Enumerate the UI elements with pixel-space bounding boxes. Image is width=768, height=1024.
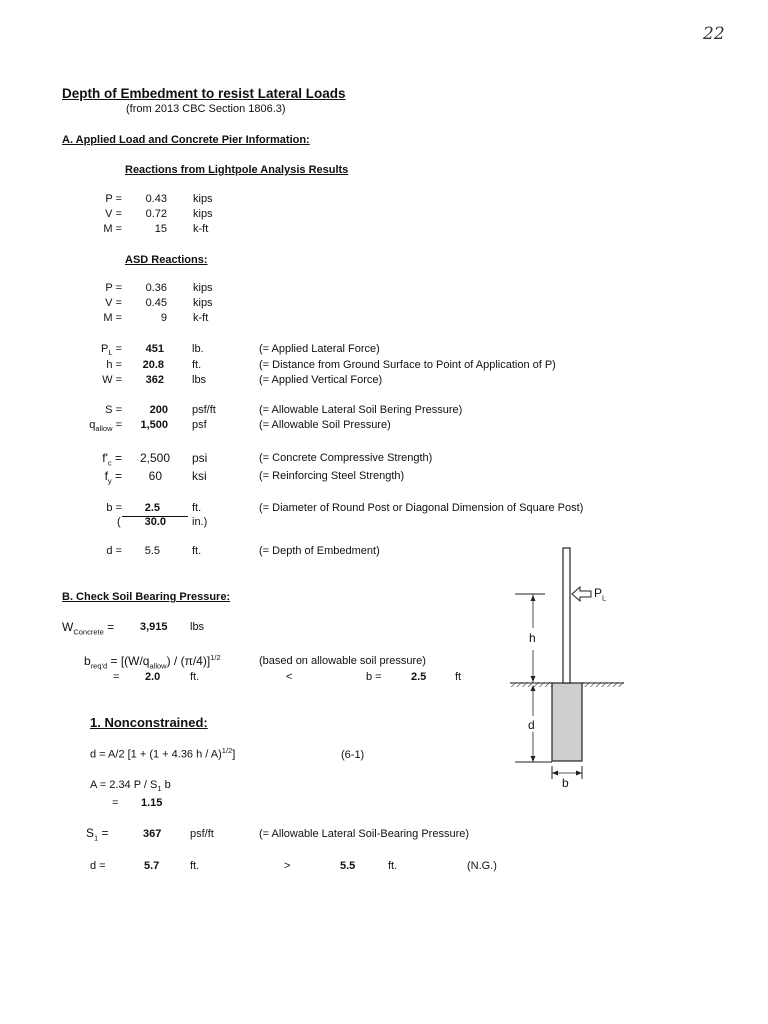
dres-unit: ft.: [190, 860, 200, 872]
reaction-v-value: 0.72: [145, 208, 167, 220]
asd-m-value: 9: [160, 312, 167, 324]
asd-m-label: M =: [103, 312, 122, 324]
fy-label: $f_y$ =: [104, 469, 122, 486]
w-desc: (= Applied Vertical Force): [259, 374, 383, 386]
diagram-pl-label: $P_L$: [594, 586, 607, 603]
qallow-value: 1,500: [140, 419, 168, 431]
breqd-formula: $b_{req'd} = [(W/q_{allow}) / (\pi/4)]^{1/2}$: [84, 653, 221, 671]
h-desc: (= Distance from Ground Surface to Point of Application of P): [259, 359, 556, 371]
s-label: S =: [105, 404, 122, 416]
w-label: W =: [102, 374, 122, 386]
fc-value: 2,500: [139, 451, 170, 465]
s-desc: (= Allowable Lateral Soil Bering Pressure): [259, 404, 463, 416]
wconc-label: $W_{Concrete}$ =: [62, 620, 115, 637]
diagram-h-label: h: [529, 631, 536, 645]
fc-unit: psi: [192, 451, 208, 465]
pl-label: $P_L$ =: [101, 343, 122, 358]
asd-v-unit: kips: [193, 297, 213, 309]
w-unit: lbs: [192, 374, 207, 386]
breqd-b-value: 2.5: [411, 671, 427, 683]
breqd-compare: <: [286, 671, 293, 683]
reaction-m-value: 15: [154, 223, 167, 235]
asd-v-label: V =: [105, 297, 122, 309]
qallow-desc: (= Allowable Soil Pressure): [259, 419, 391, 431]
asd-m-unit: k-ft: [193, 312, 209, 324]
asd-heading: ASD Reactions:: [125, 254, 208, 266]
reaction-m-unit: k-ft: [193, 223, 209, 235]
wconc-unit: lbs: [190, 621, 205, 633]
h-arrow-bottom: [531, 676, 536, 682]
b-inch-value: 30.0: [144, 516, 166, 528]
w-value: 362: [145, 374, 164, 386]
s-value: 200: [149, 404, 168, 416]
s1-desc: (= Allowable Lateral Soil-Bearing Pressure): [259, 828, 470, 840]
breqd-unit: ft.: [190, 671, 200, 683]
eq-6-1: d = A/2 [1 + (1 + 4.36 h / A)$^{1/2}$]: [90, 746, 236, 761]
breqd-value: 2.0: [145, 671, 161, 683]
asd-v-value: 0.45: [145, 297, 167, 309]
section-a-heading: A. Applied Load and Concrete Pier Information:: [62, 134, 310, 146]
a-value: 1.15: [141, 797, 163, 809]
s1-unit: psf/ft: [190, 828, 214, 840]
dres-unit2: ft.: [388, 860, 398, 872]
s-unit: psf/ft: [192, 404, 216, 416]
reaction-v-unit: kips: [193, 208, 213, 220]
a-formula: A = 2.34 P / $S_1$ b: [90, 779, 171, 794]
qallow-label: $q_{allow}$ =: [89, 419, 122, 434]
section-b-heading: B. Check Soil Bearing Pressure:: [62, 591, 231, 603]
s1-label: $S_1$ =: [86, 826, 109, 843]
asd-p-value: 0.36: [145, 282, 167, 294]
lateral-load-arrow: [572, 587, 591, 601]
b-unit: ft.: [192, 502, 202, 514]
dres-label: d =: [90, 860, 106, 872]
eq-6-1-ref: (6-1): [341, 749, 365, 761]
pl-unit: lb.: [192, 343, 204, 355]
fy-desc: (= Reinforcing Steel Strength): [259, 470, 405, 482]
s1-value: 367: [143, 828, 162, 840]
h-unit: ft.: [192, 359, 202, 371]
b-arrow-right: [576, 771, 582, 776]
d-label: d =: [106, 545, 122, 557]
h-label: h =: [106, 359, 122, 371]
light-pole: [563, 548, 570, 683]
fc-desc: (= Concrete Compressive Strength): [259, 452, 433, 464]
b-label: b =: [106, 502, 122, 514]
page-number: 22: [703, 24, 725, 44]
reaction-m-label: M =: [103, 223, 122, 235]
h-value: 20.8: [142, 359, 164, 371]
fy-value: 60: [148, 469, 162, 483]
reactions-heading: Reactions from Lightpole Analysis Results: [125, 164, 349, 176]
page-title: Depth of Embedment to resist Lateral Loads: [62, 86, 346, 101]
b-value: 2.5: [144, 502, 160, 514]
breqd-b-unit: ft: [455, 671, 462, 683]
reaction-p-value: 0.43: [145, 193, 167, 205]
reaction-v-label: V =: [105, 208, 122, 220]
d-unit: ft.: [192, 545, 202, 557]
concrete-footing: [552, 683, 582, 761]
dres-value2: 5.5: [340, 860, 356, 872]
fc-label: $f'_c$ =: [102, 451, 122, 468]
d-value: 5.5: [144, 545, 160, 557]
asd-p-label: P =: [105, 282, 122, 294]
nonconstrained-heading: 1. Nonconstrained:: [90, 715, 208, 730]
dres-value: 5.7: [144, 860, 160, 872]
b-inch-unit: in.): [192, 516, 208, 528]
reaction-p-unit: kips: [193, 193, 213, 205]
fy-unit: ksi: [192, 469, 207, 483]
qallow-unit: psf: [192, 419, 207, 431]
b-desc: (= Diameter of Round Post or Diagonal Dimension of Square Post): [259, 502, 584, 514]
dres-compare: >: [284, 860, 291, 872]
b-inch-open: (: [117, 516, 121, 528]
asd-p-unit: kips: [193, 282, 213, 294]
d-desc: (= Depth of Embedment): [259, 545, 380, 557]
page-subtitle: (from 2013 CBC Section 1806.3): [126, 103, 286, 115]
b-arrow-left: [552, 771, 558, 776]
a-eq: =: [112, 797, 119, 809]
breqd-eq: =: [113, 671, 120, 683]
reaction-p-label: P =: [105, 193, 122, 205]
dres-status: (N.G.): [467, 860, 497, 872]
h-arrow-top: [531, 595, 536, 601]
wconc-value: 3,915: [140, 621, 168, 633]
pl-value: 451: [145, 343, 164, 355]
breqd-desc: (based on allowable soil pressure): [259, 655, 426, 667]
diagram-d-label: d: [528, 718, 535, 732]
pl-desc: (= Applied Lateral Force): [259, 343, 380, 355]
d-arrow-bottom: [531, 756, 536, 762]
diagram-b-label: b: [562, 776, 569, 790]
breqd-b-label: b =: [366, 671, 382, 683]
pole-footing-diagram: [505, 540, 635, 790]
